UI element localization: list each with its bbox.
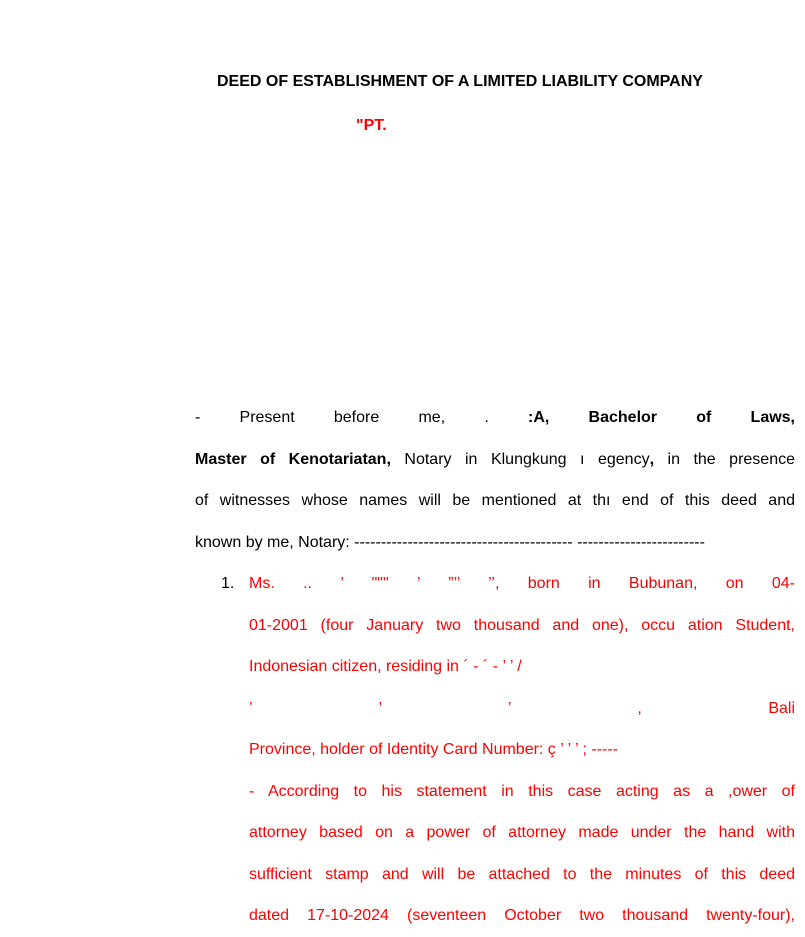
item-line: - According to his statement in this case acting as a ,ower of: [249, 782, 795, 800]
item-line: 01-2001 (four January two thousand and one), occu ation Student,: [249, 616, 795, 634]
intro-paragraph: [195, 397, 795, 563]
company-name-prefix: "PT.: [356, 117, 387, 134]
company-name: [356, 117, 387, 135]
list-item-text: [249, 563, 795, 937]
item-line: Indonesian citizen, residing in ´ - ´ - ’ ’ /: [249, 658, 522, 675]
intro-line-3: of witnesses whose names will be mentioned at thı end of this deed and: [195, 492, 795, 509]
notary-degree: Master of Kenotariatan,: [195, 450, 391, 468]
item-line: attorney based on a power of attorney made under the hand with: [249, 824, 795, 841]
item-line: Province, holder of Identity Card Number: ç ’ ’ ’ ; -----: [249, 741, 618, 758]
list-item-number: 1.: [221, 575, 235, 592]
notary-location: Notary in Klungkung ı egency: [390, 450, 650, 468]
intro-line-2-end: in the presence: [654, 450, 795, 468]
item-line: ’ ’ ’ , Bali: [249, 699, 795, 717]
intro-line-1-start: - Present before me, .: [195, 409, 489, 426]
document-title: DEED OF ESTABLISHMENT OF A LIMITED LIABILITY COMPANY: [217, 73, 703, 90]
item-line: sufficient stamp and will be attached to the minutes of this deed: [249, 865, 795, 883]
comma: ,: [649, 450, 655, 468]
intro-line-4: known by me, Notary: ----------------------------------------- ------------------------: [195, 533, 705, 551]
item-line: dated 17-10-2024 (seventeen October two thousand twenty-four),: [249, 907, 795, 924]
notary-title: :A, Bachelor of Laws,: [528, 409, 795, 426]
intro-line-1: [195, 397, 795, 439]
item-line: Ms. .. ’ """ ’ ”’’ ’’, born in Bubunan, on 04-: [249, 575, 795, 592]
intro-line-2: [195, 439, 795, 481]
